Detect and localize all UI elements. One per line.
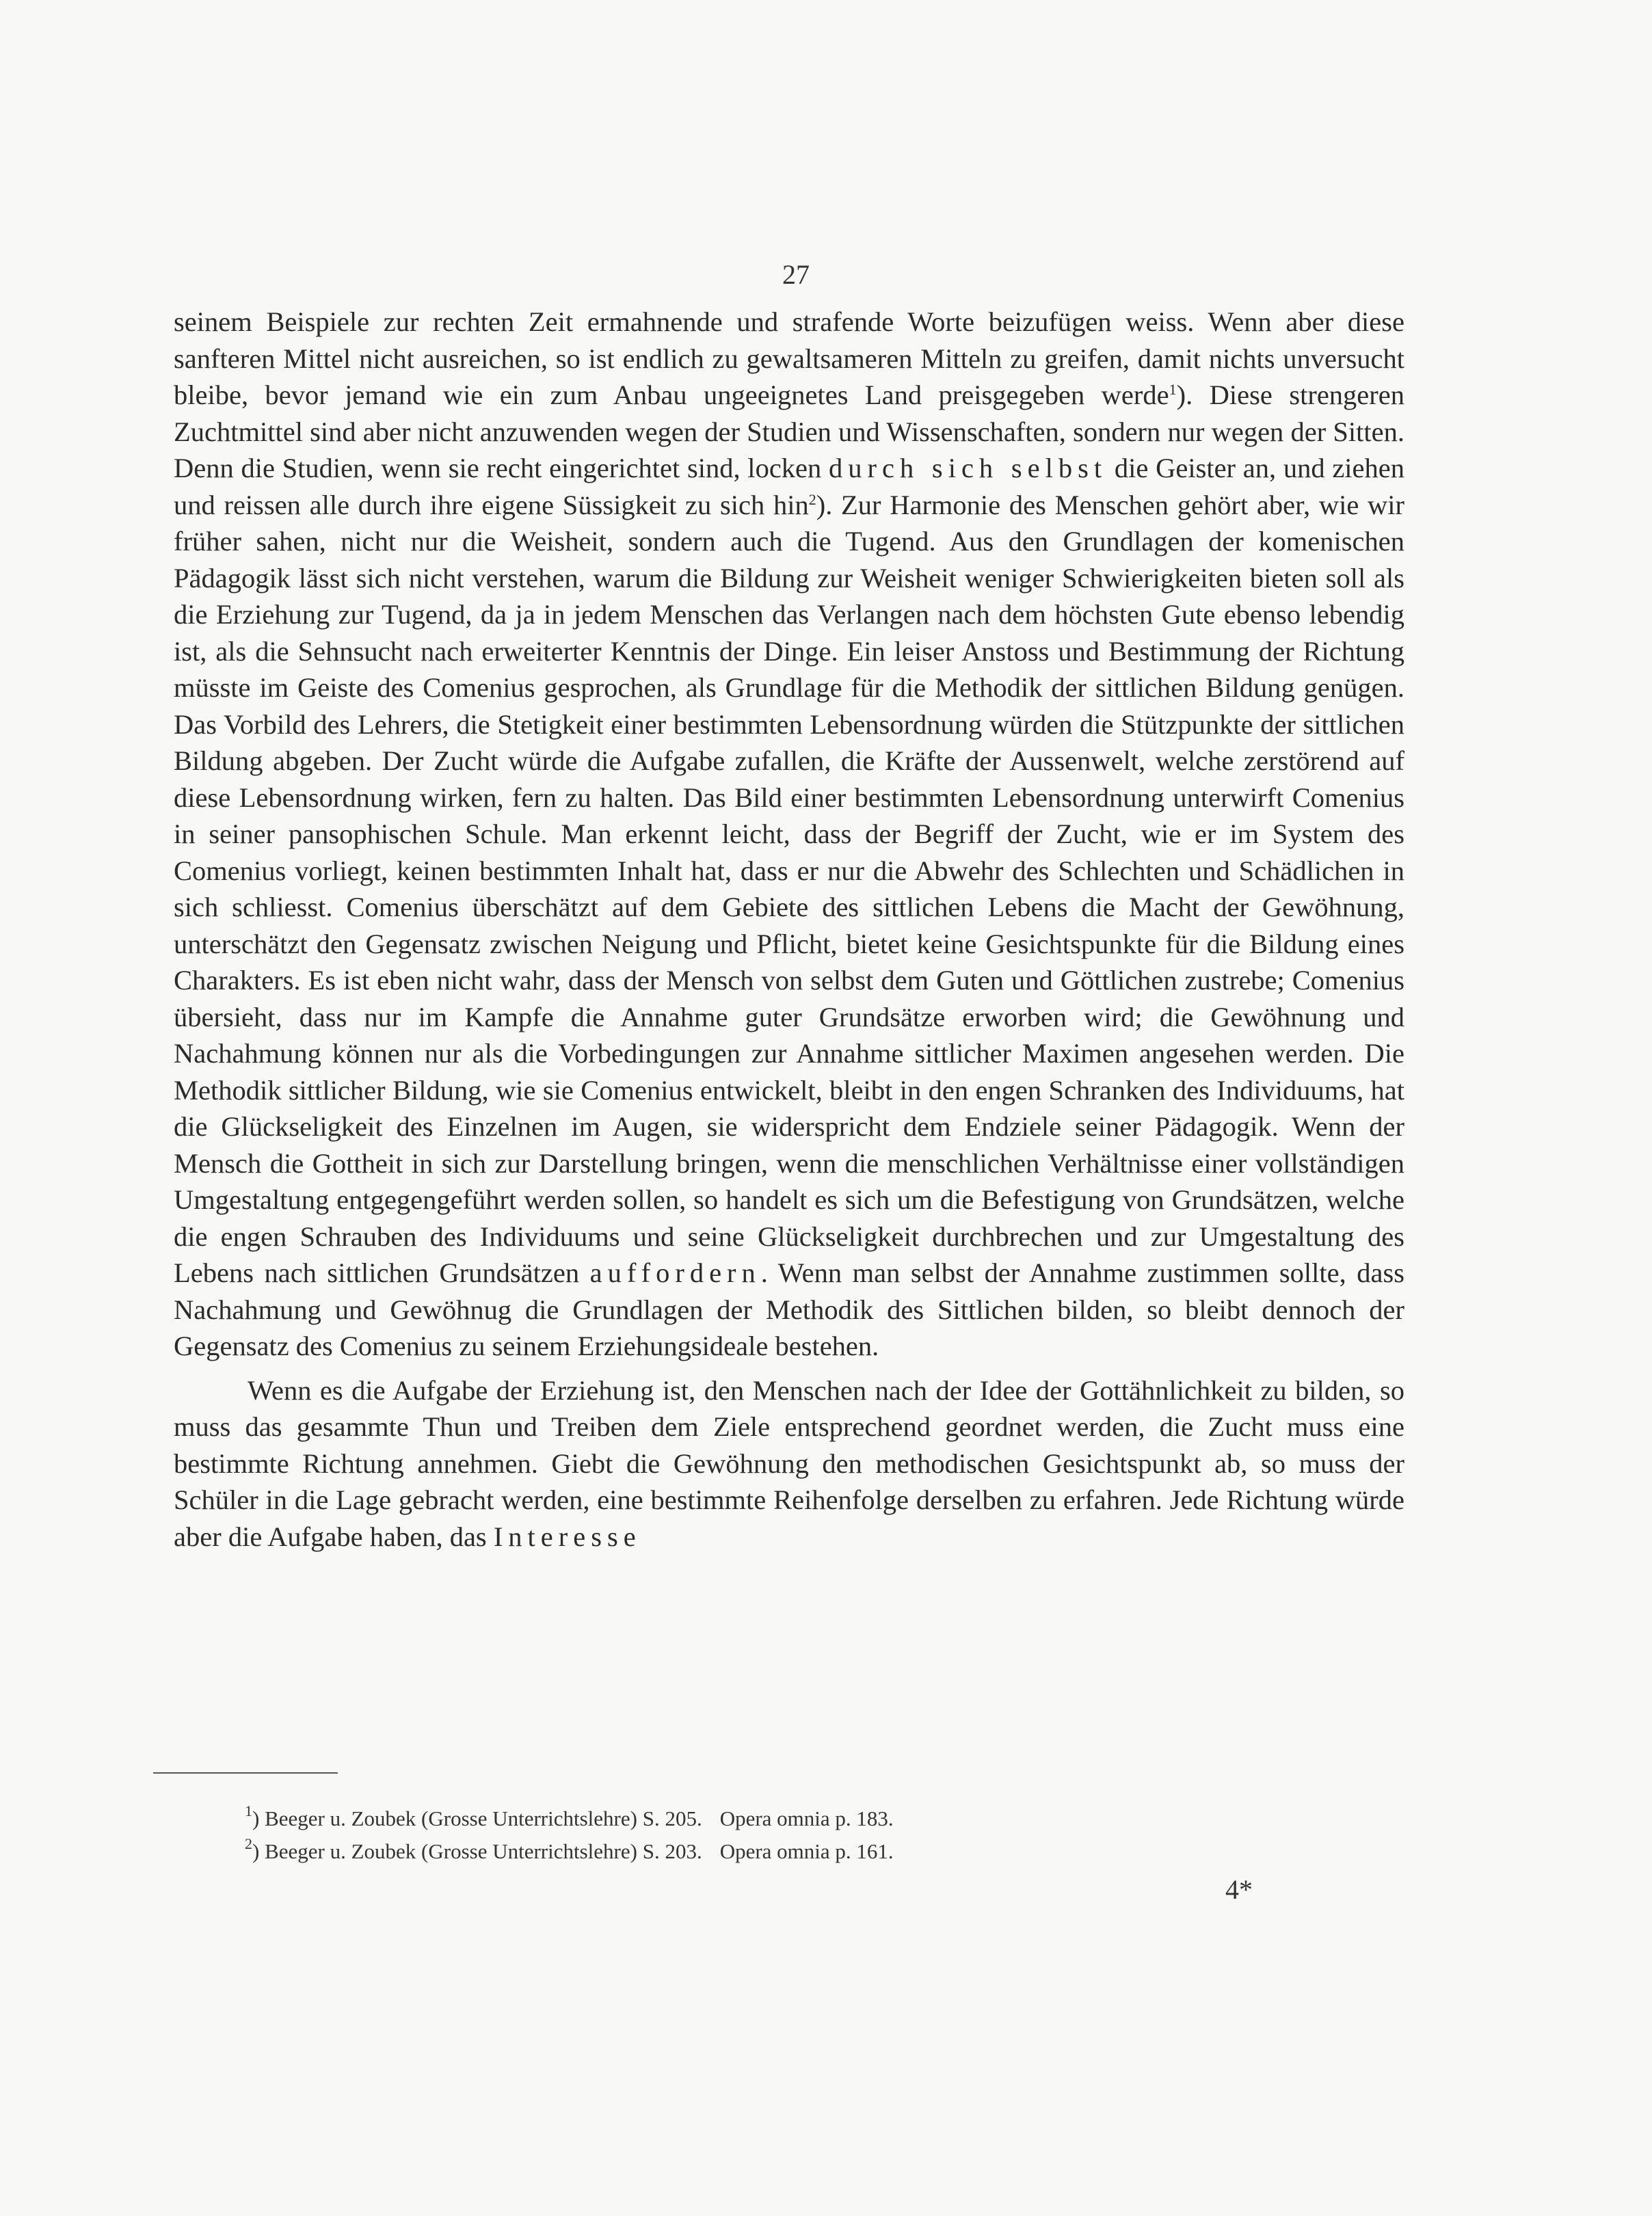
page-number: 27: [782, 259, 810, 290]
footnotes: [245, 1802, 1270, 1868]
emphasis-durch-sich-selbst: durch sich selbst: [829, 453, 1108, 483]
paragraph-1-text-d: ). Zur Harmonie des Menschen gehört aber, wie wir früher sahen, nicht nur die Weisheit, sondern auch die Tugend. Aus den Grundlagen der komenischen Pädagogik lässt sich nicht verstehen, warum die Bildung zur Weisheit weniger Schwierigkeiten bieten soll als die Erziehung zur Tugend, da ja in jedem Menschen das Verlangen nach dem höchsten Gute ebenso lebendig ist, als die Sehnsucht nach erweiterter Kenntnis der Dinge. Ein leiser Anstoss und Bestimmung der Richtung müsste im Geiste des Comenius gesprochen, als Grundlage für die Methodik der sittlichen Bildung genügen. Das Vorbild des Lehrers, die Stetigkeit einer bestimmten Lebensordnung würden die Stützpunkte der sittlichen Bildung abgeben. Der Zucht würde die Aufgabe zufallen, die Kräfte der Aussenwelt, welche zerstörend auf diese Lebensordnung wirken, fern zu halten. Das Bild einer bestimmten Lebensordnung unterwirft Comenius in seiner pansophischen Schule. Man erkennt leicht, dass der Begriff der Zucht, wie er im System des Comenius vorliegt, keinen bestimmten Inhalt hat, dass er nur die Abwehr des Schlechten und Schädlichen in sich schliesst. Comenius überschätzt auf dem Gebiete des sittlichen Lebens die Macht der Gewöhnung, unterschätzt den Gegensatz zwischen Neigung und Pflicht, bietet keine Gesichtspunkte für die Bildung eines Charakters. Es ist eben nicht wahr, dass der Mensch von selbst dem Guten und Göttlichen zustrebe; Comenius übersieht, dass nur im Kampfe die Annahme guter Grundsätze erworben wird; die Gewöhnung und Nachahmung können nur als die Vorbedingungen zur Annahme sittlicher Maximen angesehen werden. Die Methodik sittlicher Bildung, wie sie Comenius entwickelt, bleibt in den engen Schranken des Individuums, hat die Glückseligkeit des Einzelnen im Augen, sie widerspricht dem Endziele seiner Pädagogik. Wenn der Mensch die Gottheit in sich zur Darstellung bringen, wenn die menschlichen Verhältnisse einer vollständigen Umgestaltung entgegengeführt werden sollen, so handelt es sich um die Befestigung von Grundsätzen, welche die engen Schrauben des Individuums und seine Glückseligkeit durchbrechen und zur Umgestaltung des Lebens nach sittlichen Grundsätzen: [174, 489, 1404, 1288]
footnote-marker: 2: [245, 1835, 252, 1852]
footnote-separator: [153, 1772, 338, 1774]
paragraph-1-text-e: . Wenn man selbst der Annahme zustimmen sollte, dass Nachahmung und Gewöhnug die Grundlagen der Methodik des Sittlichen bilden, so bleibt dennoch der Gegensatz des Comenius zu seinem Erziehungsideale bestehen.: [174, 1257, 1404, 1361]
paragraph-1-text-b: ). Diese strengeren Zuchtmittel sind aber nicht anzuwenden wegen der Studien und Wissenschaften, sondern nur wegen der Sitten. Denn die Studien, wenn sie recht eingerichtet sind, locken: [174, 379, 1404, 483]
paragraph-1-text-a: seinem Beispiele zur rechten Zeit ermahnende und strafende Worte beizufügen weiss. Wenn aber diese sanfteren Mittel nicht ausreichen, so ist endlich zu gewaltsameren Mitteln zu greifen, damit nichts unversucht bleibe, bevor jemand wie ein zum Anbau ungeeignetes Land preisgegeben werde: [174, 306, 1404, 410]
paragraph-2-text: Wenn es die Aufgabe der Erziehung ist, den Menschen nach der Idee der Gottähnlichkeit zu bilden, so muss das gesammte Thun und Treiben dem Ziele entsprechend geordnet werden, die Zucht muss eine bestimmte Richtung annehmen. Giebt die Gewöhnung den methodischen Gesichtspunkt ab, so muss der Schüler in die Lage gebracht werden, eine bestimmte Reihenfolge derselben zu erfahren. Jede Richtung würde aber die Aufgabe haben, das: [174, 1374, 1404, 1552]
signature-mark: 4*: [1225, 1874, 1253, 1905]
footnote-opera: Opera omnia p. 161.: [719, 1839, 894, 1863]
body-text: [174, 304, 1404, 1555]
footnote-marker: 1: [245, 1802, 252, 1819]
paragraph-1: [174, 304, 1404, 1365]
footnote-citation: Beeger u. Zoubek (Grosse Unterrichtslehre) S. 203.: [265, 1839, 702, 1863]
footnote-opera: Opera omnia p. 183.: [719, 1806, 894, 1830]
footnote-2: $^2$) Beeger u. Zoubek (Grosse Unterrichtslehre) S. 203. Opera omnia p. 161.: [245, 1835, 894, 1863]
paragraph-2: [174, 1372, 1404, 1556]
footnote-ref-2: 2: [808, 490, 816, 508]
emphasis-auffordern: auffordern: [589, 1257, 761, 1288]
footnote-ref-1: 1: [1169, 381, 1177, 398]
footnote-citation: Beeger u. Zoubek (Grosse Unterrichtslehre) S. 205.: [265, 1806, 702, 1830]
paragraph-1-text-c: die Geister an, und ziehen und reissen alle durch ihre eigene Süssigkeit zu sich hin: [174, 453, 1404, 520]
footnote-1: $^1$) Beeger u. Zoubek (Grosse Unterrichtslehre) S. 205. Opera omnia p. 183.: [245, 1802, 894, 1830]
emphasis-interesse: Interesse: [493, 1521, 641, 1552]
